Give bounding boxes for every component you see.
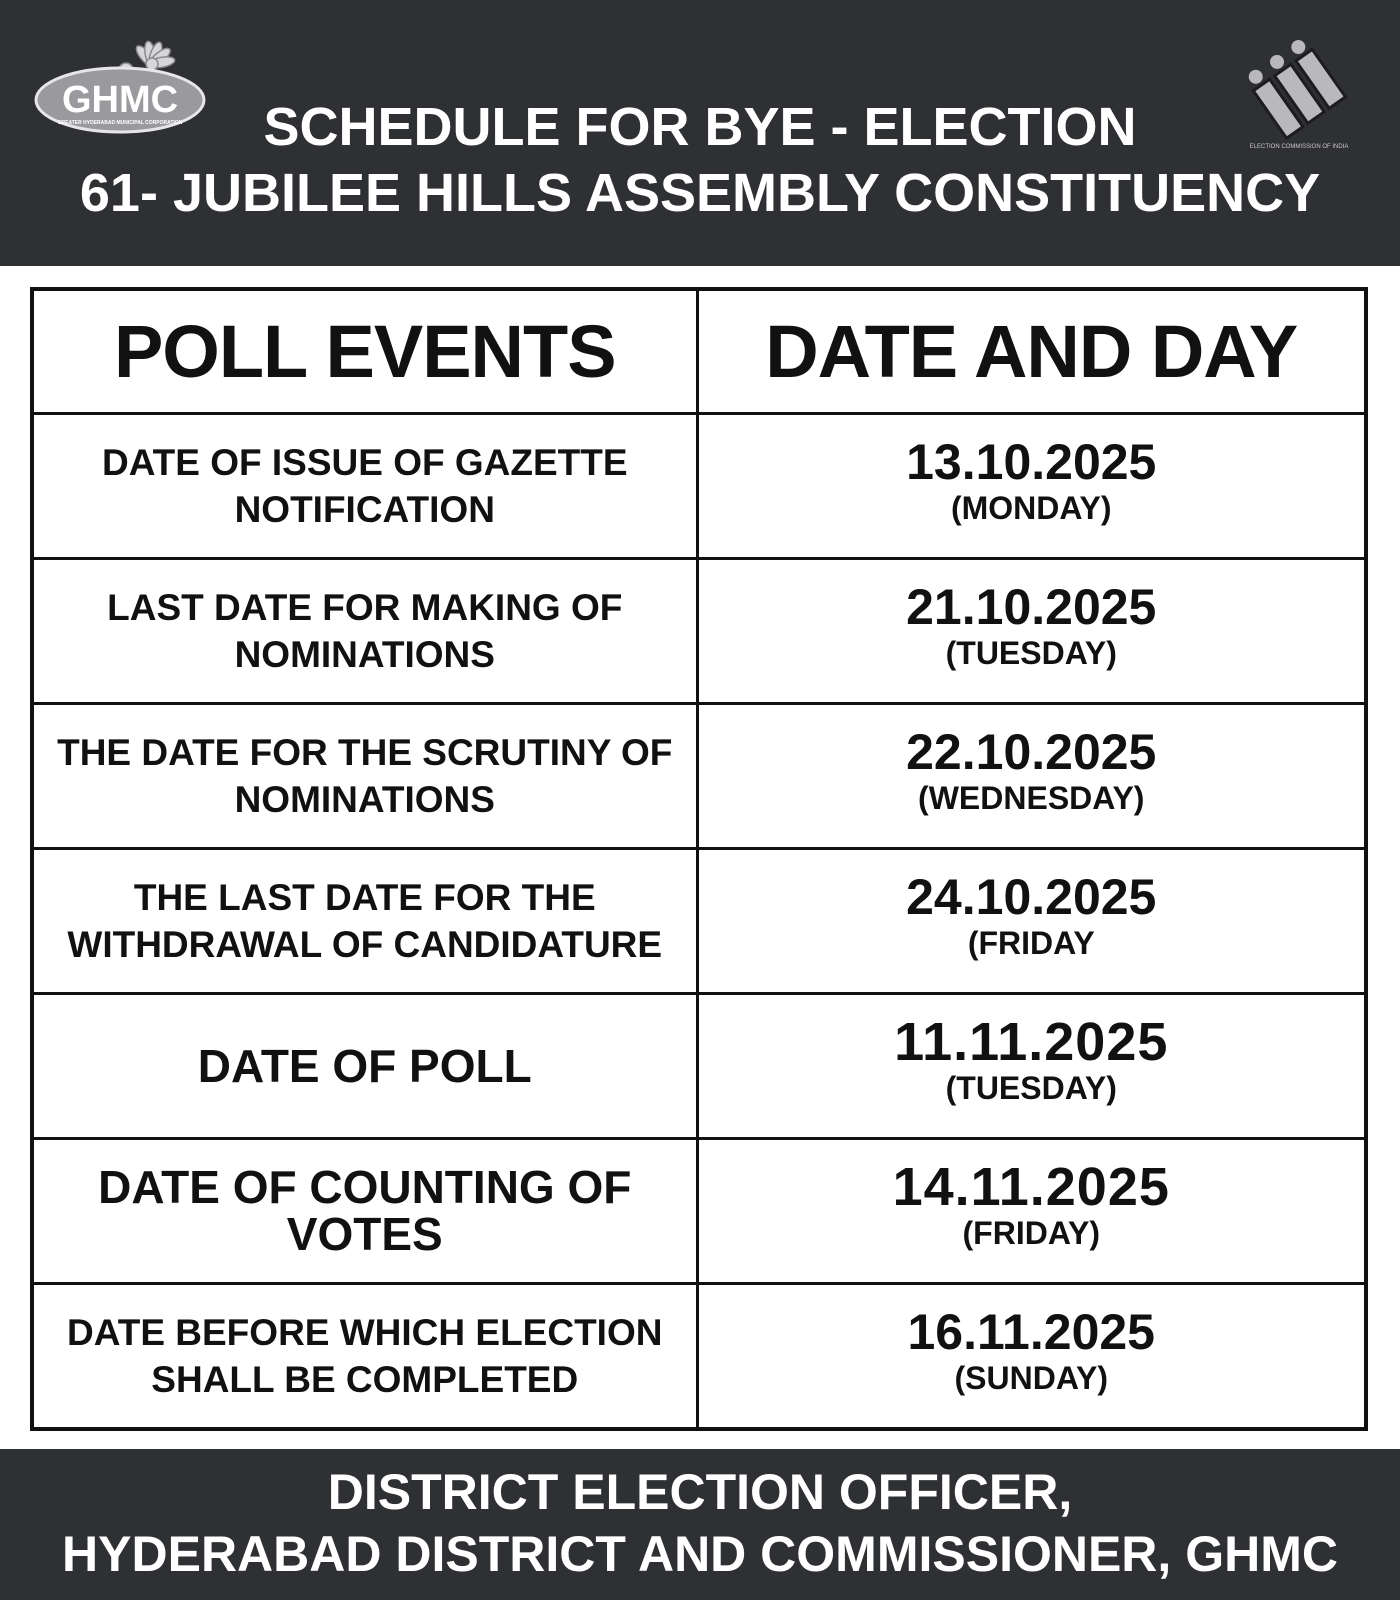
date-cell — [697, 1284, 1366, 1429]
schedule-table — [30, 287, 1368, 1431]
event-line: DATE OF COUNTING OF VOTES — [98, 1161, 632, 1261]
table-row — [32, 413, 1366, 558]
footer-line2: HYDERABAD DISTRICT AND COMMISSIONER, GHMC — [62, 1526, 1338, 1582]
table-row — [32, 558, 1366, 703]
event-cell — [32, 848, 697, 993]
table-row — [32, 1284, 1366, 1429]
event-line: NOTIFICATION — [234, 488, 495, 530]
event-cell — [32, 703, 697, 848]
svg-text:GREATER HYDERABAD MUNICIPAL CO: GREATER HYDERABAD MUNICIPAL CORPORATION — [57, 120, 183, 126]
date-value: 24.10.2025 — [906, 869, 1157, 926]
date-cell — [697, 703, 1366, 848]
page-title-line1: SCHEDULE FOR BYE - ELECTION — [263, 97, 1137, 157]
table-row — [32, 994, 1366, 1139]
day-value: (WEDNESDAY) — [918, 779, 1145, 816]
event-line: DATE OF ISSUE OF GAZETTE — [101, 441, 628, 483]
column-header-poll-events: POLL EVENTS — [32, 289, 697, 413]
date-cell — [697, 994, 1366, 1139]
svg-text:ELECTION COMMISSION OF INDIA: ELECTION COMMISSION OF INDIA — [1249, 144, 1349, 150]
day-value: (FRIDAY) — [962, 1215, 1100, 1252]
table-row — [32, 848, 1366, 993]
column-header-date-and-day: DATE AND DAY — [697, 289, 1366, 413]
day-value: (TUESDAY) — [945, 1070, 1117, 1107]
date-cell — [697, 1139, 1366, 1284]
footer-band — [0, 1449, 1400, 1600]
svg-text:GHMC: GHMC — [61, 79, 179, 121]
event-line: THE DATE FOR THE SCRUTINY OF — [57, 731, 673, 773]
day-value: (TUESDAY) — [945, 634, 1117, 671]
event-line: THE LAST DATE FOR THE — [133, 877, 596, 919]
event-line: DATE OF POLL — [197, 1039, 532, 1092]
event-cell — [32, 1284, 697, 1429]
event-cell — [32, 558, 697, 703]
footer-line1: DISTRICT ELECTION OFFICER, — [327, 1464, 1073, 1520]
date-value: 21.10.2025 — [906, 578, 1157, 635]
event-line: SHALL BE COMPLETED — [151, 1359, 579, 1401]
date-cell — [697, 848, 1366, 993]
event-line: NOMINATIONS — [234, 633, 495, 675]
page-title-line2: 61- JUBILEE HILLS ASSEMBLY CONSTITUENCY — [79, 163, 1321, 223]
header-band — [0, 0, 1400, 266]
date-value: 16.11.2025 — [907, 1304, 1155, 1361]
table-row — [32, 703, 1366, 848]
day-value: (FRIDAY — [967, 925, 1095, 962]
date-cell — [697, 558, 1366, 703]
date-value: 13.10.2025 — [906, 433, 1157, 490]
table-row — [32, 1139, 1366, 1284]
date-value: 14.11.2025 — [892, 1157, 1170, 1218]
date-value: 22.10.2025 — [906, 723, 1157, 780]
event-cell — [32, 413, 697, 558]
event-line: DATE BEFORE WHICH ELECTION — [67, 1312, 663, 1354]
day-value: (SUNDAY) — [954, 1360, 1108, 1397]
date-cell — [697, 413, 1366, 558]
event-line: WITHDRAWAL OF CANDIDATURE — [67, 924, 663, 966]
date-value: 11.11.2025 — [894, 1012, 1169, 1073]
event-line: LAST DATE FOR MAKING OF — [107, 586, 623, 628]
event-cell — [32, 1139, 697, 1284]
event-line: NOMINATIONS — [234, 778, 495, 820]
event-cell — [32, 994, 697, 1139]
day-value: (MONDAY) — [950, 489, 1112, 526]
table-header-row — [32, 289, 1366, 413]
